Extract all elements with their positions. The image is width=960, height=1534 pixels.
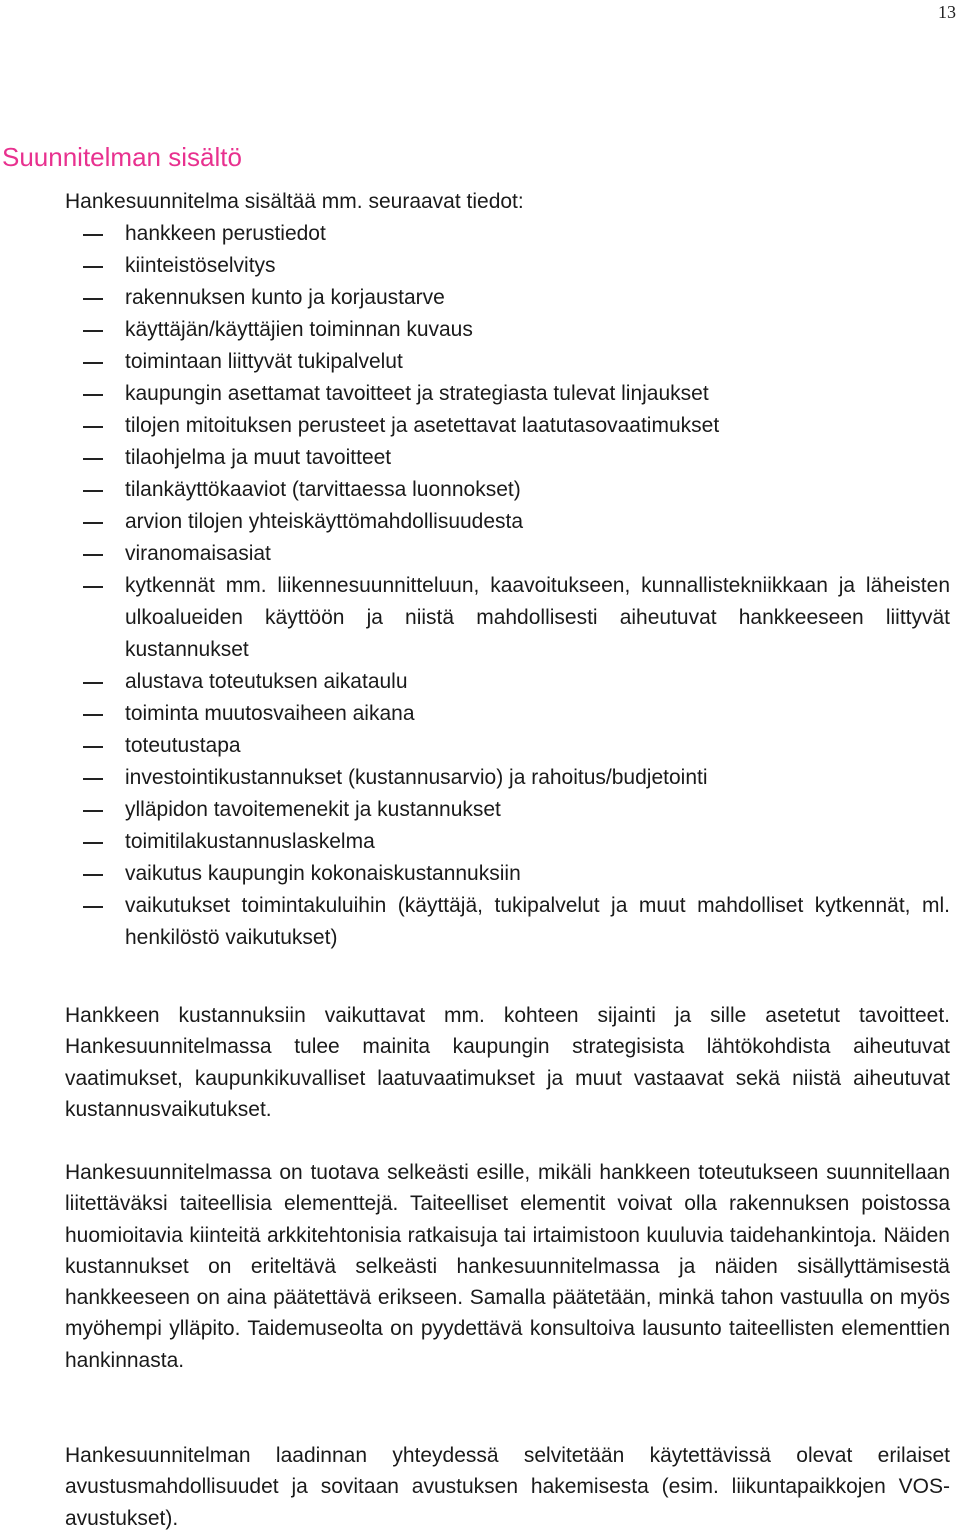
list-item: [65, 410, 950, 442]
list-item-text: arvion tilojen yhteiskäyttömahdollisuudesta: [125, 510, 524, 533]
dash-bullet-icon: [65, 346, 125, 378]
dash-bullet-icon: [65, 218, 125, 250]
list-item: [65, 858, 950, 890]
dash-bullet-icon: [65, 314, 125, 346]
dash-bullet-icon: [65, 858, 125, 890]
list-item-text: toimintaan liittyvät tukipalvelut: [125, 350, 403, 373]
list-item: [65, 826, 950, 858]
cost-factors-paragraph: Hankkeen kustannuksiin vaikuttavat mm. kohteen sijainti ja sille asetetut tavoitteet. Hankesuunnitelmassa tulee mainita kaupungin strategisista lähtökohdista aiheutuvat vaatimukset, kaupunkikuvalliset laatuvaatimukset ja muut vastaavat sekä niistä aiheutuvat kustannusvaikutukset.: [65, 1004, 950, 1121]
page-number: 13: [938, 2, 956, 22]
list-item: [65, 730, 950, 762]
dash-bullet-icon: [65, 410, 125, 442]
dash-bullet-icon: [65, 890, 125, 954]
list-item-text: ylläpidon tavoitemenekit ja kustannukset: [125, 798, 501, 821]
list-item-text: investointikustannukset (kustannusarvio) ja rahoitus/budjetointi: [125, 766, 708, 789]
list-item: [65, 314, 950, 346]
dash-bullet-icon: [65, 442, 125, 474]
list-item: [65, 474, 950, 506]
dash-bullet-icon: [65, 762, 125, 794]
list-item: [65, 538, 950, 570]
dash-bullet-icon: [65, 730, 125, 762]
dash-bullet-icon: [65, 666, 125, 698]
list-item-text: rakennuksen kunto ja korjaustarve: [125, 286, 445, 309]
dash-bullet-icon: [65, 794, 125, 826]
content-list: [65, 218, 950, 954]
list-item-text: tilankäyttökaaviot (tarvittaessa luonnokset): [125, 478, 521, 501]
list-item: [65, 666, 950, 698]
dash-bullet-icon: [65, 474, 125, 506]
list-item: [65, 250, 950, 282]
dash-bullet-icon: [65, 282, 125, 314]
list-item-text: kytkennät mm. liikennesuunnitteluun, kaavoitukseen, kunnallistekniikkaan ja läheisten ulkoalueiden käyttöön ja niistä mahdollisesti aiheutuvat hankkeeseen liittyvät kustannukset: [125, 574, 950, 661]
list-item-text: vaikutukset toimintakuluihin (käyttäjä, tukipalvelut ja muut mahdolliset kytkennät, ml. henkilöstö vaikutukset): [125, 894, 950, 949]
list-item-text: viranomaisasiat: [125, 542, 271, 565]
dash-bullet-icon: [65, 250, 125, 282]
list-item: [65, 762, 950, 794]
dash-bullet-icon: [65, 378, 125, 410]
dash-bullet-icon: [65, 826, 125, 858]
list-item-text: alustava toteutuksen aikataulu: [125, 670, 408, 693]
list-item-text: hankkeen perustiedot: [125, 222, 326, 245]
grants-paragraph: Hankesuunnitelman laadinnan yhteydessä selvitetään käytettävissä olevat erilaiset avustusmahdollisuudet ja sovitaan avustuksen hakemisesta (esim. liikuntapaikkojen VOS-avustukset).: [65, 1444, 950, 1530]
list-item-text: toimitilakustannuslaskelma: [125, 830, 375, 853]
list-item-text: käyttäjän/käyttäjien toiminnan kuvaus: [125, 318, 473, 341]
list-item-text: toiminta muutosvaiheen aikana: [125, 702, 415, 725]
list-item: [65, 218, 950, 250]
list-item-text: kaupungin asettamat tavoitteet ja strategiasta tulevat linjaukset: [125, 382, 709, 405]
dash-bullet-icon: [65, 506, 125, 538]
list-item-text: kiinteistöselvitys: [125, 254, 276, 277]
dash-bullet-icon: [65, 698, 125, 730]
section-heading: Suunnitelman sisältö: [2, 142, 242, 172]
list-item: [65, 346, 950, 378]
intro-text: Hankesuunnitelma sisältää mm. seuraavat tiedot:: [65, 190, 524, 213]
list-item-text: vaikutus kaupungin kokonaiskustannuksiin: [125, 862, 521, 885]
list-item: [65, 378, 950, 410]
list-item-text: toteutustapa: [125, 734, 241, 757]
list-item-text: tilojen mitoituksen perusteet ja asetettavat laatutasovaatimukset: [125, 414, 720, 437]
list-item: [65, 794, 950, 826]
list-item: [65, 506, 950, 538]
list-item-text: tilaohjelma ja muut tavoitteet: [125, 446, 392, 469]
dash-bullet-icon: [65, 570, 125, 666]
list-item: [65, 698, 950, 730]
list-item: [65, 570, 950, 666]
list-item: [65, 890, 950, 954]
list-item: [65, 442, 950, 474]
art-elements-paragraph: Hankesuunnitelmassa on tuotava selkeästi esille, mikäli hankkeen toteutukseen suunnitellaan liitettäväksi taiteellisia elementtejä. Taiteelliset elementit voivat olla rakennuksen poistossa huomioitavia kiinteitä arkkitehtonisia ratkaisuja tai irtaimistoon kuuluvia taidehankintoja. Näiden kustannukset on eriteltävä selkeästi hankesuunnitelmassa ja näiden sisällyttämisestä hankkeeseen on aina päätettävä erikseen. Samalla päätetään, minkä tahon vastuulla on myös myöhempi ylläpito. Taidemuseolta on pyydettävä konsultoiva lausunto taiteellisten elementtien hankinnasta.: [65, 1161, 950, 1372]
dash-bullet-icon: [65, 538, 125, 570]
list-item: [65, 282, 950, 314]
